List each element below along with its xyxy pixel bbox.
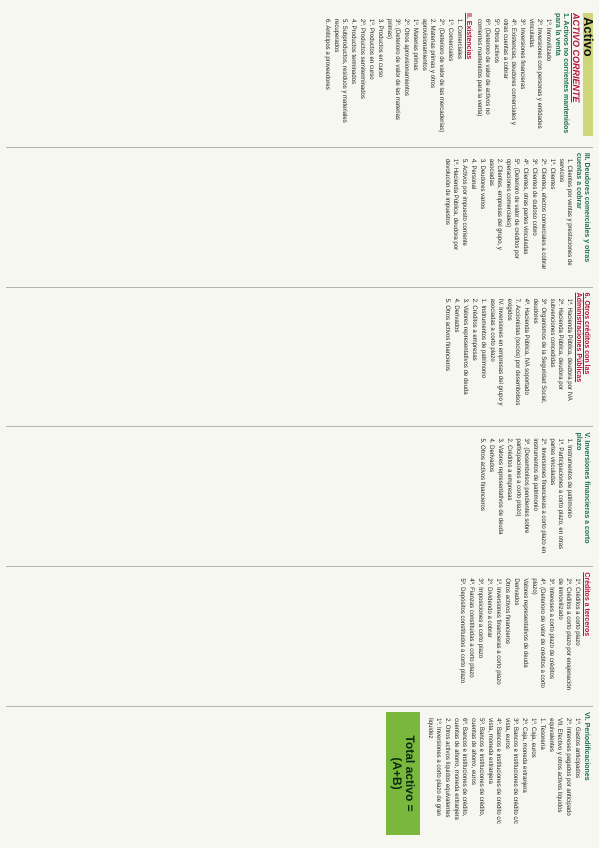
section-item: 3. Productos en curso: [377, 19, 383, 78]
section-item: 1º. Clientes: [549, 158, 555, 190]
section-item: 2º. Créditos a corto plazo por enajenación de inmovilizado: [557, 578, 571, 690]
section-item: 2. Créditos a empresas: [506, 438, 512, 501]
section-item: 2º. Productos semiterminados: [359, 19, 365, 99]
section-item: 5º. (Deterioro de valor de créditos por operaciones comerciales): [505, 158, 519, 259]
section-item: 1. Instrumentos de patrimonio: [480, 298, 486, 379]
section-item: 4º. Bancos e instituciones de crédito c/c vista, moneda extranjera: [487, 718, 501, 825]
section-item: 3º. Clientes de dudoso cobro: [531, 158, 537, 236]
section-item: 3º. (Deterioro de valor de las materias primas): [386, 19, 400, 120]
section-item: 5. Activos por impuesto corriente: [461, 158, 467, 246]
section-item: 1º. Caja, euros: [530, 718, 536, 758]
section-item: 1º. Créditos a corto plazo: [574, 578, 580, 646]
total-formula: (A+B): [390, 757, 404, 790]
section-item: 3º. Bancos e instituciones de crédito c/c vista, euros: [504, 718, 518, 825]
section-item: 3º. Intereses a corto plazo de créditos: [548, 578, 554, 679]
section-heading: 1. Activos no corrientes mantenidos para la venta: [554, 13, 569, 134]
section-item: VII. Efectivo y otros activos líquidos equivalentes: [548, 718, 562, 813]
total-activo-box: [386, 712, 420, 835]
section-item: 2º. (Deterioro de valor de las mercaderías): [438, 19, 444, 133]
section-item: 1. Instrumentos de patrimonio: [566, 438, 572, 518]
section-item: 1. Tesorería: [539, 718, 545, 750]
section-item: 3º. (Desembolsos pendientes sobre participaciones a corto plazo): [515, 438, 529, 534]
section-item: 3º. Imposiciones a corto plazo: [477, 578, 483, 659]
section-item: 4. Derivados: [488, 438, 494, 473]
section-item: 6. Anticipos a proveedores: [324, 19, 330, 90]
section-item: 2º. Inversiones con personas y entidades vinculadas: [528, 19, 542, 129]
section-heading: Créditos a terceros: [583, 572, 590, 637]
section-item: 7. Accionistas (socios) por desembolsos exigidos: [506, 298, 520, 406]
section-item: 1º. Inversiones a corto plazo de gran liquidez: [427, 718, 441, 816]
section-item: 6º. Bancos e instituciones de crédito, cuentas de ahorro, moneda extranjera: [453, 718, 467, 820]
section-item: 1º. Participaciones a corto plazo, en otras partes vinculadas: [549, 438, 563, 550]
section-item: 5º. Bancos e instituciones de crédito, cuentas de ahorro, euros: [470, 718, 484, 817]
section-item: 4. Personal: [470, 158, 476, 190]
section-item: 1º. Materias primas: [412, 19, 418, 71]
section-item: 2º. Intereses pagados por anticipado: [565, 718, 571, 816]
section-item: 4. Derivados: [453, 298, 459, 333]
column-5: [6, 566, 593, 700]
section-item: 5. Subproductos, residuos y materiales recuperados: [333, 19, 347, 123]
column-3: [6, 287, 593, 421]
section-item: 2º. Caja, moneda extranjera: [521, 718, 527, 793]
section-item: 2. Clientes, empresas del grupo, y asociadas: [488, 158, 502, 250]
columns-container: [6, 8, 596, 840]
section-heading: III. Deudores comerciales y otras cuentas a cobrar: [575, 152, 590, 263]
section-item: 3. Deudores varios: [479, 158, 485, 210]
section-item: 5. Otros activos financieros: [479, 438, 485, 511]
section-item: 2. Créditos a empresas: [471, 298, 477, 361]
section-item: 3º. Inversiones financieras: [519, 19, 525, 90]
section-item: 1º. Inversiones financieras a corto plazo: [495, 578, 501, 685]
section-item: 1º. Hacienda Pública, deudora por devolución de impuestos: [444, 158, 458, 251]
section-item: 5º. Otros activos: [493, 19, 499, 63]
page-title: Activo: [583, 13, 593, 136]
section-item: Valores representativos de deuda: [522, 578, 528, 668]
section-item: 2. Otros activos líquidos equivalentes: [444, 718, 450, 818]
section-heading: VI. Periodificaciones: [583, 712, 590, 781]
section-item: 5º. Depósitos constituidos a corto plazo: [459, 578, 465, 684]
column-6-content: [426, 712, 590, 835]
section-item: 2º. Clientes, efectos comerciales a cobrar: [540, 158, 546, 270]
section-item: Otros activos financieros: [504, 578, 510, 645]
section-item: 1º. Inmovilizado: [545, 19, 551, 62]
section-item: 2º. Inversiones financieras a corto plazo en instrumentos de patrimonio: [532, 438, 546, 554]
column-2: [6, 147, 593, 281]
section-item: 2. Materias primas y otros aprovisionamientos: [421, 19, 435, 89]
total-label: Total activo =: [403, 735, 417, 812]
section-item: 4º. (Deterioro de valor de créditos a corto plazo): [531, 578, 545, 688]
section-item: 4º. Hacienda Pública, IVA soportado: [523, 298, 529, 395]
section-item: 2º. Otros aprovisionamientos: [403, 19, 409, 96]
section-heading: 6. Otros créditos con las Administraciones Públicas: [575, 292, 590, 383]
section-item: 3. Valores representativos de deuda: [497, 438, 503, 535]
section-item: 3º. Organismos de la Seguridad Social, deudores: [532, 298, 546, 404]
section-item: 4º. Fianzas constituidas a corto plazo: [468, 578, 474, 678]
section-item: IV. Inversiones en empresas del grupo y asociadas a corto plazo: [489, 298, 503, 406]
section-item: 2º. Dividendo a cobrar: [486, 578, 492, 638]
section-item: 4. Productos terminados: [350, 19, 356, 85]
section-item: 1º. Gastos anticipados: [574, 718, 580, 779]
page-subtitle: ACTIVO CORRIENTE: [571, 13, 581, 103]
column-4: [6, 426, 593, 560]
section-heading: V. Inversiones financieras a corto plazo: [575, 432, 590, 544]
section-item: 1. Clientes por ventas y prestaciones de servicios: [558, 158, 572, 266]
section-item: 1º. Hacienda Pública, deudora por IVA: [566, 298, 572, 401]
section-item: 1º. Productos en curso: [368, 19, 374, 80]
section-item: 1º. Comerciales: [447, 19, 453, 62]
column-6: [6, 706, 593, 840]
section-item: 1. Comerciales: [456, 19, 462, 60]
section-item: 5. Otros activos financieros: [444, 298, 450, 372]
section-item: Derivados: [513, 578, 519, 606]
column-1: [6, 8, 596, 141]
section-item: 4º. Existencias, deudores comerciales y otras cuentas a cobrar: [502, 19, 516, 125]
section-heading: II. Existencias: [465, 13, 472, 60]
section-item: 6º. (Deterioro de valor de activos no corrientes mantenidos para la venta): [476, 19, 490, 117]
section-item: 3. Valores representativos de deuda: [462, 298, 468, 395]
section-item: 2º. Hacienda Pública, deudora por subvenciones concedidas: [549, 298, 563, 390]
section-item: 4º. Clientes, otras partes vinculadas: [522, 158, 528, 255]
